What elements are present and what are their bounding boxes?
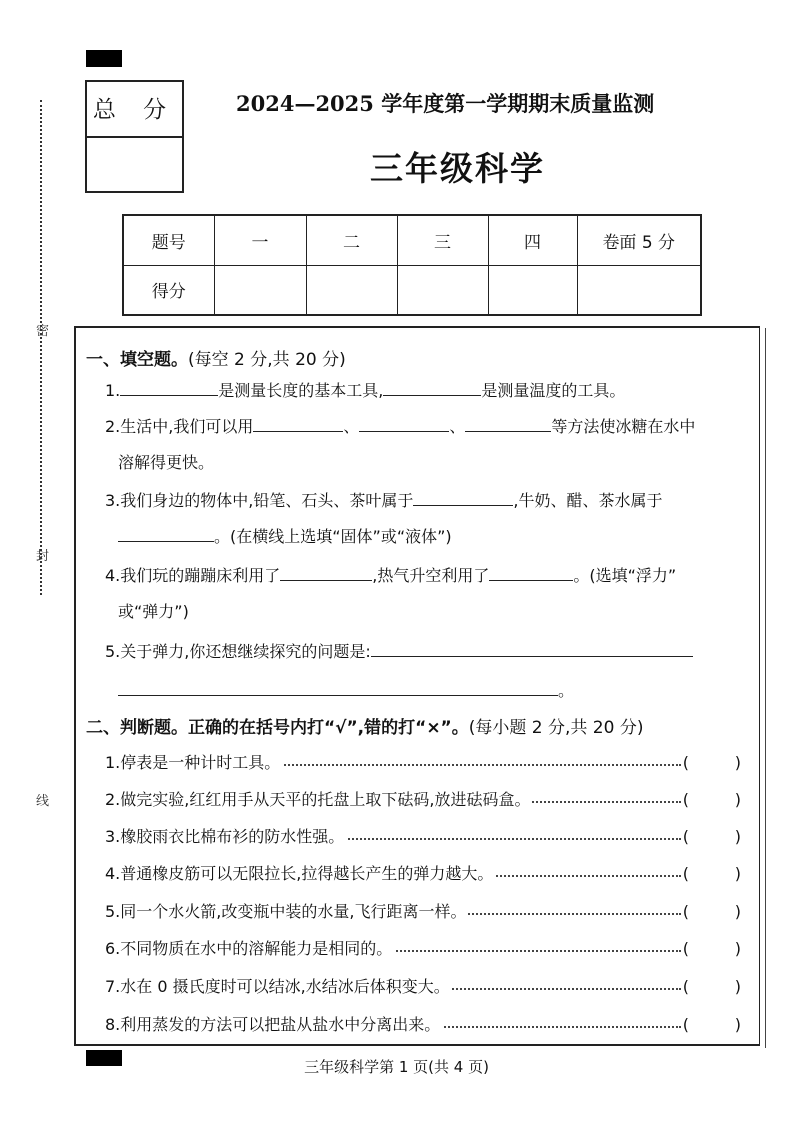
binding-char-mi: 密	[36, 324, 50, 339]
score-table-header-cell: 四	[488, 215, 577, 265]
score-table-header-row	[123, 215, 701, 265]
fill-question-5	[105, 641, 693, 663]
section2-title: 二、判断题。正确的在括号内打“√”,错的打“×”。	[86, 718, 469, 738]
q2-separator: 、	[343, 417, 360, 436]
answer-blank[interactable]	[465, 416, 551, 432]
answer-blank[interactable]	[118, 526, 214, 542]
answer-paren-close: )	[734, 902, 741, 921]
answer-blank[interactable]	[118, 680, 558, 696]
binding-char-xian: 线	[36, 794, 50, 809]
answer-blank[interactable]	[383, 380, 481, 396]
section2-note: (每小题 2 分,共 20 分)	[468, 718, 644, 738]
judge-item	[105, 976, 745, 998]
judge-item-text: 1.停表是一种计时工具。	[105, 753, 281, 772]
section1-heading	[86, 345, 346, 370]
answer-paren-close: )	[734, 1015, 741, 1034]
answer-paren[interactable]: (	[682, 827, 689, 846]
score-table-header-cell: 二	[306, 215, 397, 265]
subject-title: 三年级科学	[370, 149, 545, 188]
score-table-header-cell: 卷面 5 分	[577, 215, 701, 265]
fill-question-2	[105, 416, 695, 438]
judge-item	[105, 901, 745, 923]
answer-paren[interactable]: (	[682, 864, 689, 883]
fill-question-2-cont: 溶解得更快。	[118, 453, 215, 472]
judge-item	[105, 789, 745, 811]
answer-paren-close: )	[734, 864, 741, 883]
q5-text: 5.关于弹力,你还想继续探究的问题是:	[105, 642, 371, 661]
answer-paren[interactable]: (	[682, 977, 689, 996]
q1-text-end: 是测量温度的工具。	[481, 381, 626, 400]
exam-title: 2024—2025 学年度第一学期期末质量监测	[236, 91, 655, 116]
judge-item-text: 8.利用蒸发的方法可以把盐从盐水中分离出来。	[105, 1015, 441, 1034]
answer-blank[interactable]	[253, 416, 343, 432]
q3-text-mid: ,牛奶、醋、茶水属于	[513, 491, 663, 510]
total-score-field[interactable]	[87, 138, 182, 191]
q2-separator: 、	[449, 417, 466, 436]
total-score-label: 总 分	[87, 82, 182, 138]
registration-mark-top	[86, 50, 122, 67]
judge-item	[105, 938, 745, 960]
judge-item	[105, 826, 745, 848]
score-table-header-cell: 一	[214, 215, 306, 265]
judge-item-text: 7.水在 0 摄氏度时可以结冰,水结冰后体积变大。	[105, 977, 450, 996]
judge-item-text: 3.橡胶雨衣比棉布衫的防水性强。	[105, 827, 345, 846]
judge-item	[105, 752, 745, 774]
judge-item-text: 6.不同物质在水中的溶解能力是相同的。	[105, 939, 393, 958]
answer-paren-close: )	[734, 753, 741, 772]
binding-dotted-line	[40, 100, 42, 595]
q4-text: 4.我们玩的蹦蹦床利用了	[105, 566, 281, 585]
score-cell[interactable]	[488, 265, 577, 315]
judge-item	[105, 1014, 745, 1036]
judge-item-text: 5.同一个水火箭,改变瓶中装的水量,飞行距离一样。	[105, 902, 467, 921]
q3-text-end: 。(在横线上选填“固体”或“液体”)	[214, 527, 452, 546]
q1-number: 1.	[105, 381, 121, 400]
answer-paren[interactable]: (	[682, 939, 689, 958]
page-footer: 三年级科学第 1 页(共 4 页)	[304, 1058, 489, 1076]
score-table-header-cell: 三	[397, 215, 488, 265]
fill-question-1	[105, 380, 625, 402]
score-cell[interactable]	[397, 265, 488, 315]
answer-paren-close: )	[734, 827, 741, 846]
fill-question-4-cont: 或“弹力”)	[118, 602, 189, 621]
fill-question-4	[105, 565, 676, 587]
q2-text-end: 等方法使冰糖在水中	[551, 417, 696, 436]
answer-blank[interactable]	[359, 416, 449, 432]
answer-paren-close: )	[734, 977, 741, 996]
q2-text: 2.生活中,我们可以用	[105, 417, 254, 436]
fill-question-3-cont	[118, 526, 452, 548]
score-cell[interactable]	[577, 265, 701, 315]
answer-blank[interactable]	[120, 380, 218, 396]
binding-char-feng: 封	[36, 549, 50, 564]
judge-item-text: 4.普通橡皮筋可以无限拉长,拉得越长产生的弹力越大。	[105, 864, 494, 883]
q4-text-mid: ,热气升空利用了	[372, 566, 490, 585]
answer-paren-close: )	[734, 790, 741, 809]
judge-item-text: 2.做完实验,红红用手从天平的托盘上取下砝码,放进砝码盒。	[105, 790, 531, 809]
answer-blank[interactable]	[413, 490, 513, 506]
section1-note: (每空 2 分,共 20 分)	[188, 350, 346, 370]
section1-title: 一、填空题。	[86, 350, 188, 370]
answer-blank[interactable]	[280, 565, 372, 581]
score-table	[122, 214, 702, 316]
answer-paren[interactable]: (	[682, 902, 689, 921]
answer-blank[interactable]	[489, 565, 573, 581]
answer-paren[interactable]: (	[682, 790, 689, 809]
score-table-score-row	[123, 265, 701, 315]
score-table-header-cell: 题号	[123, 215, 214, 265]
total-score-box	[85, 80, 184, 193]
q5-end: 。	[558, 681, 575, 700]
score-table-row-label: 得分	[123, 265, 214, 315]
section2-heading	[86, 713, 643, 738]
q3-text: 3.我们身边的物体中,铅笔、石头、茶叶属于	[105, 491, 414, 510]
score-cell[interactable]	[306, 265, 397, 315]
answer-blank[interactable]	[371, 641, 693, 657]
q4-text-end: 。(选填“浮力”	[573, 566, 677, 585]
fill-question-5-cont	[118, 680, 574, 702]
score-cell[interactable]	[214, 265, 306, 315]
judge-item	[105, 863, 745, 885]
fill-question-3	[105, 490, 662, 512]
answer-paren[interactable]: (	[682, 753, 689, 772]
answer-paren[interactable]: (	[682, 1015, 689, 1034]
answer-paren-close: )	[734, 939, 741, 958]
q1-text: 是测量长度的基本工具,	[218, 381, 384, 400]
